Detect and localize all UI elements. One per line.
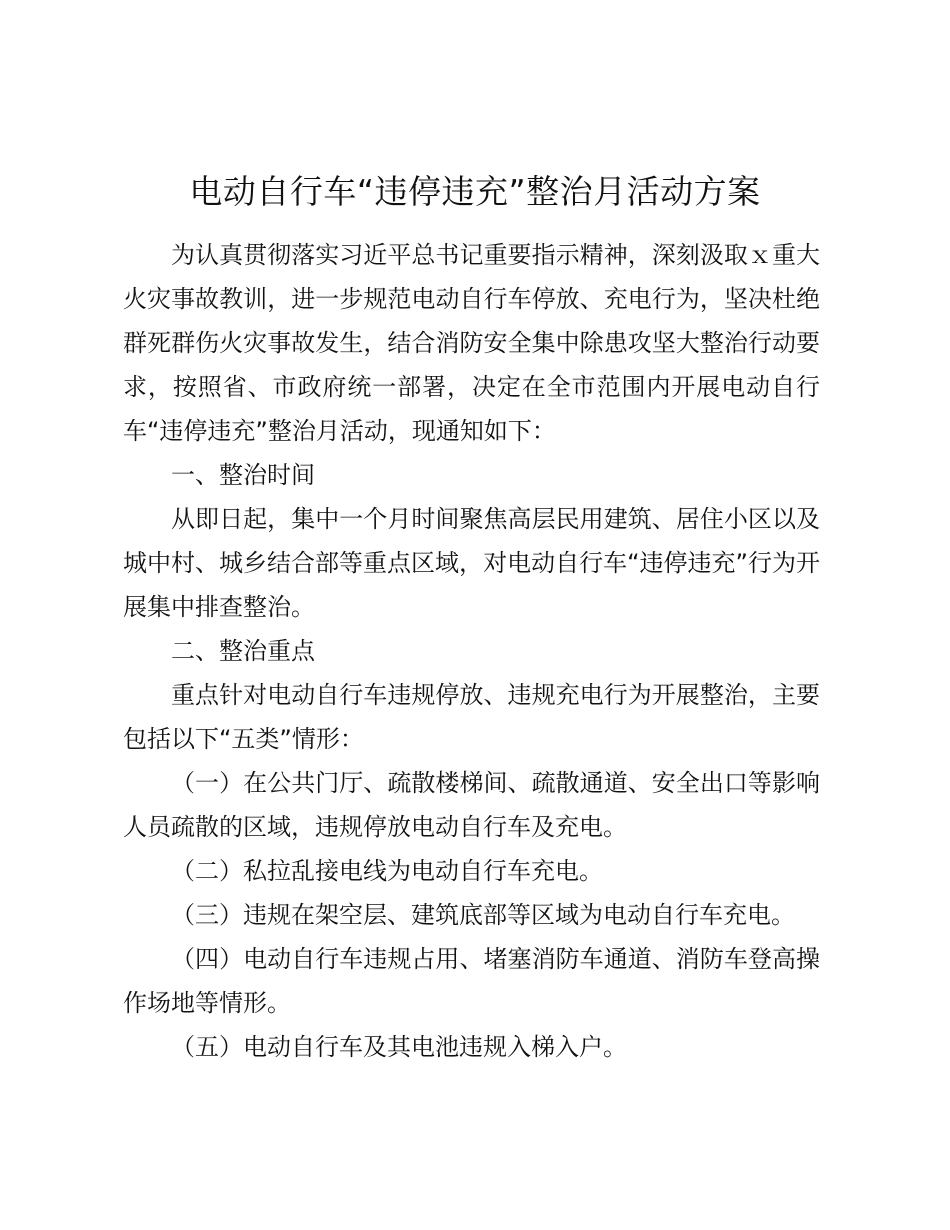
intro-paragraph: 为认真贯彻落实习近平总书记重要指示精神，深刻汲取ｘ重大火灾事故教训，进一步规范电动自行车停放、充电行为，坚决杜绝群死群伤火灾事故发生，结合消防安全集中除患攻坚大整治行动要求，按照省、市政府统一部署，决定在全市范围内开展电动自行车“违停违充”整治月活动，现通知如下： xyxy=(123,241,820,445)
section-heading-time: 一、整治时间 xyxy=(171,461,315,489)
focus-item-1: （一）在公共门厅、疏散楼梯间、疏散通道、安全出口等影响人员疏散的区域，违规停放电动自行车及充电。 xyxy=(123,769,820,841)
section-heading-focus: 二、整治重点 xyxy=(171,637,315,665)
focus-item-2: （二）私拉乱接电线为电动自行车充电。 xyxy=(171,857,603,885)
document-body xyxy=(123,233,820,1069)
focus-paragraph: 重点针对电动自行车违规停放、违规充电行为开展整治，主要包括以下“五类”情形： xyxy=(123,681,820,753)
focus-item-5: （五）电动自行车及其电池违规入梯入户。 xyxy=(171,1033,627,1061)
document-title: 电动自行车“违停违充”整治月活动方案 xyxy=(189,172,761,211)
focus-item-3: （三）违规在架空层、建筑底部等区域为电动自行车充电。 xyxy=(171,901,795,929)
focus-item-4: （四）电动自行车违规占用、堵塞消防车通道、消防车登高操作场地等情形。 xyxy=(123,945,820,1017)
time-paragraph: 从即日起，集中一个月时间聚焦高层民用建筑、居住小区以及城中村、城乡结合部等重点区域，对电动自行车“违停违充”行为开展集中排查整治。 xyxy=(123,505,820,621)
